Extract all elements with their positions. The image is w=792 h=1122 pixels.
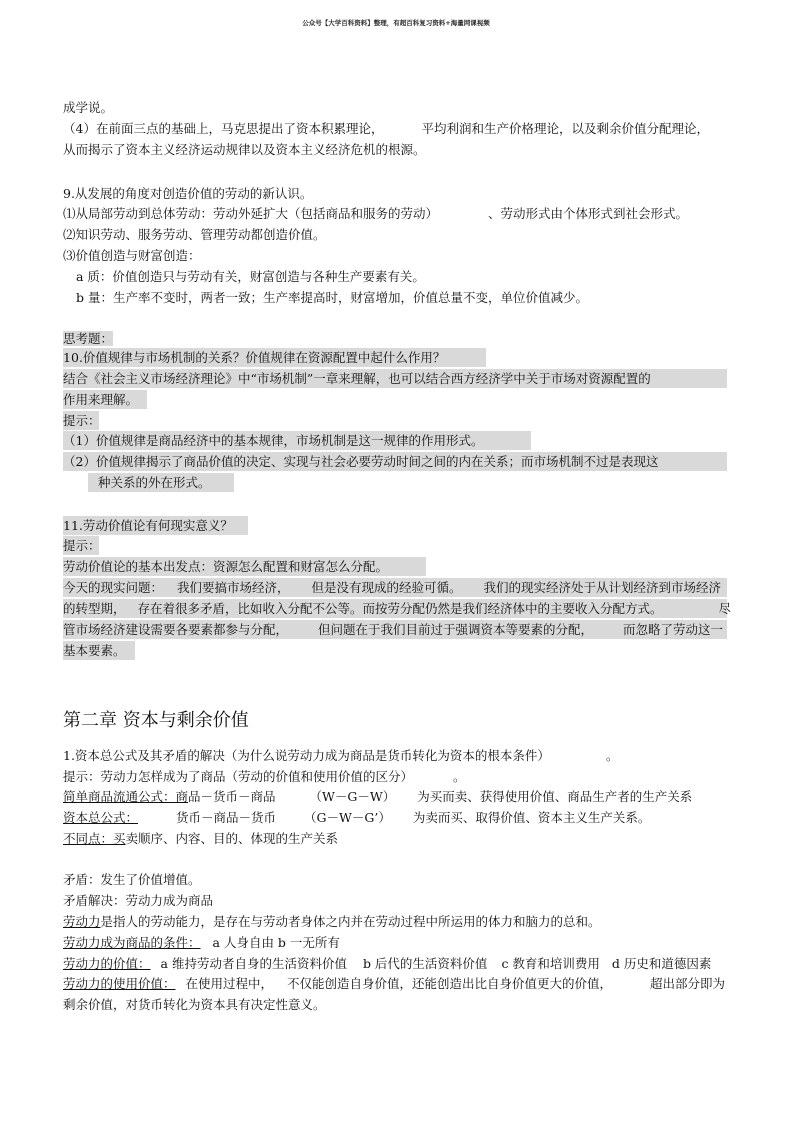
question-11: 11.劳动价值论有何现实意义？ xyxy=(63,516,248,535)
text-line: 1.资本总公式及其矛盾的解决（为什么说劳动力成为商品是货币转化为资本的根本条件） 。 xyxy=(63,748,619,763)
text-line: 从而揭示了资本主义经济运动规律以及资本主义经济危机的根源。 xyxy=(63,142,426,157)
think-label: 思考题： xyxy=(63,331,114,346)
text-line: （2）价值规律揭示了商品价值的决定、实现与社会必要劳动时间之间的内在关系；而市场机制不过是表现这 xyxy=(63,452,727,471)
page-header: 公众号【大学百科资料】整理，有超百科复习资料+海量网课视频 xyxy=(302,19,490,27)
text-line: 管市场经济建设需要各要素都参与分配， 但问题在于我们目前过于强调资本等要素的分配， 而忽略了劳动这一 xyxy=(63,620,727,639)
text-line: 矛盾：发生了价值增值。 xyxy=(63,872,201,887)
hint-label: 提示： xyxy=(63,538,101,553)
text-line: 劳动力的价值： a 维持劳动者自身的生活资料价值 b 后代的生活资料价值 c 教育和培训费用 d 历史和道德因素 xyxy=(63,956,712,971)
text-line: 简单商品流通公式：商品－货币－商品 （W－G－W） 为买而卖、获得使用价值、商品生产者的生产关系 xyxy=(63,789,693,804)
text-line: （1）价值规律是商品经济中的基本规律，市场机制是这一规律的作用形式。 xyxy=(63,431,531,450)
text-line: 劳动力成为商品的条件： a 人身自由 b 一无所有 xyxy=(63,935,340,950)
text-line: 的转型期， 存在着很多矛盾，比如收入分配不公等。而按劳分配仍然是我们经济体中的主要收入分配方式。 尽 xyxy=(63,601,732,616)
text-line: 劳动价值论的基本出发点：资源怎么配置和财富怎么分配。 xyxy=(63,557,426,576)
text-line: 基本要素。 xyxy=(63,641,135,660)
question-10: 10.价值规律与市场机制的关系？价值规律在资源配置中起什么作用？ xyxy=(63,348,486,367)
text-line: 矛盾解决：劳动力成为商品 xyxy=(63,893,214,908)
text-line: b 量：生产率不变时，两者一致；生产率提高时，财富增加，价值总量不变，单位价值减少。 xyxy=(76,290,588,305)
text-line: a 质：价值创造只与劳动有关，财富创造与各种生产要素有关。 xyxy=(76,269,425,284)
hint-label: 提示： xyxy=(63,413,101,428)
text-line: 剩余价值，对货币转化为资本具有决定性意义。 xyxy=(63,997,326,1012)
text-line: 提示：劳动力怎样成为了商品（劳动的价值和使用价值的区分） 。 xyxy=(63,769,466,784)
text-line: 劳动力是指人的劳动能力，是存在与劳动者身体之内并在劳动过程中所运用的体力和脑力的总和。 xyxy=(63,914,601,929)
text-line: 今天的现实问题： 我们要搞市场经济， 但是没有现成的经验可循。 我们的现实经济处于从计划经济到市场经济 xyxy=(63,578,727,597)
text-line: 种关系的外在形式。 xyxy=(88,473,234,492)
text-line: 不同点：买卖顺序、内容、目的、体现的生产关系 xyxy=(63,831,339,846)
text-line: ⑶价值创造与财富创造： xyxy=(63,248,201,263)
text-line: ⑴从局部劳动到总体劳动：劳动外延扩大（包括商品和服务的劳动） 、劳动形式由个体形式到社会形式。 xyxy=(63,206,689,221)
section-title: 9.从发展的角度对创造价值的劳动的新认识。 xyxy=(63,186,313,201)
text-line: 结合《社会主义市场经济理论》中“市场机制”一章来理解，也可以结合西方经济学中关于市场对资源配置的 xyxy=(63,369,727,388)
chapter-heading: 第二章 资本与剩余价值 xyxy=(63,710,249,731)
text-line: 作用来理解。 xyxy=(63,390,147,409)
text-line: 资本总公式： 货币－商品－货币 （G－W－G’） 为卖而买、取得价值、资本主义生产关系。 xyxy=(63,810,651,825)
text-line: （4）在前面三点的基础上，马克思提出了资本积累理论， 平均利润和生产价格理论，以及剩余价值分配理论， xyxy=(63,121,709,136)
text-line: 成学说。 xyxy=(63,100,114,115)
text-line: 劳动力的使用价值： 在使用过程中， 不仅能创造自身价值，还能创造出比自身价值更大的价值， 超出部分即为 xyxy=(63,976,726,991)
text-line: ⑵知识劳动、服务劳动、管理劳动都创造价值。 xyxy=(63,227,326,242)
